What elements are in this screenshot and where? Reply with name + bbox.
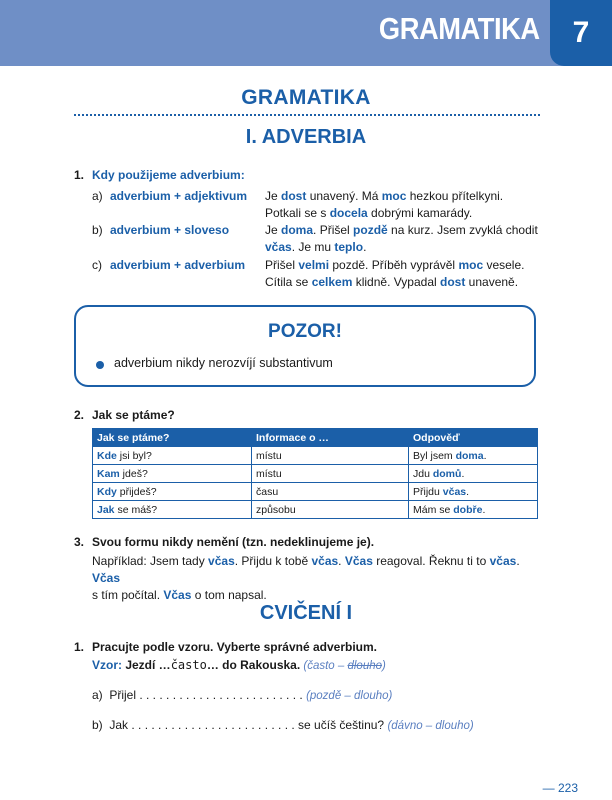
question-table — [92, 428, 538, 519]
exercise-item-b: b) Jak . . . . . . . . . . . . . . . . . . . . . . . . . se učíš češtinu? (dávno – dlouho) — [92, 718, 474, 732]
q2-number: 2. — [74, 408, 85, 422]
pozor-box — [74, 305, 536, 387]
table-cell: Kam jdeš? — [93, 465, 252, 483]
table-cell: Kdy přijdeš? — [93, 483, 252, 501]
page-number: — 223 — [542, 781, 578, 795]
q1-item-a-letter: a) — [92, 189, 103, 203]
q1-item-c-letter: c) — [92, 258, 102, 272]
table-header: Jak se ptáme? — [93, 429, 252, 447]
example-line: Vzor: Jezdí …často… do Rakouska. (často – dlouho) — [92, 658, 386, 672]
chapter-badge: 7 — [550, 0, 612, 66]
q1-item-c-example: Přišel velmi pozdě. Příběh vyprávěl moc vesele. Cítila se celkem klidně. Vypadal dost unaveně. — [265, 258, 525, 289]
q3-text: Svou formu nikdy nemění (tzn. nedeklinujeme je). — [92, 535, 375, 549]
q1-number: 1. — [74, 168, 85, 182]
table-cell: místu — [252, 447, 409, 465]
table-cell: Jak se máš? — [93, 501, 252, 519]
table-cell: Mám se dobře. — [409, 501, 538, 519]
exercise-number: 1. — [74, 640, 85, 654]
table-header: Informace o … — [252, 429, 409, 447]
header-title: GRAMATIKA — [379, 11, 540, 46]
table-row — [93, 465, 538, 483]
pozor-text: adverbium nikdy nerozvíjí substantivum — [114, 356, 333, 370]
bullet-icon — [96, 361, 104, 369]
table-row — [93, 483, 538, 501]
table-header-row — [93, 429, 538, 447]
q1-item-b-label: adverbium + sloveso — [110, 223, 230, 237]
q1-item-b-example: Je doma. Přišel pozdě na kurz. Jsem zvyklá chodit včas. Je mu teplo. — [265, 223, 538, 254]
table-cell: místu — [252, 465, 409, 483]
q1-item-a-label: adverbium + adjektivum — [110, 189, 248, 203]
table-cell: Přijdu včas. — [409, 483, 538, 501]
q3-number: 3. — [74, 535, 85, 549]
pozor-title: POZOR! — [268, 321, 342, 342]
exercise-heading: CVIČENÍ I — [259, 602, 353, 624]
exercise-instruction: Pracujte podle vzoru. Vyberte správné adverbium. — [92, 640, 377, 654]
exercise-item-a: a) Přijel . . . . . . . . . . . . . . . . . . . . . . . . . (pozdě – dlouho) — [92, 688, 393, 702]
q1-item-a-example: Je dost unavený. Má moc hezkou přítelkyni. Potkali se s docela dobrými kamarády. — [265, 189, 504, 220]
table-header: Odpověď — [409, 429, 538, 447]
dotted-divider — [74, 114, 540, 116]
q1-text: Kdy použijeme adverbium: — [92, 168, 245, 182]
q1-item-c-label: adverbium + adverbium — [110, 258, 246, 272]
main-heading: GRAMATIKA — [241, 86, 371, 109]
table-row — [93, 501, 538, 519]
section-heading: I. ADVERBIA — [245, 126, 367, 148]
table-cell: Jdu domů. — [409, 465, 538, 483]
table-cell: Byl jsem doma. — [409, 447, 538, 465]
table-cell: Kde jsi byl? — [93, 447, 252, 465]
q2-text: Jak se ptáme? — [92, 408, 175, 422]
q3-example: Například: Jsem tady včas. Přijdu k tobě včas. Včas reagoval. Řeknu ti to včas. Včas s tím počítal. Včas o tom napsal. — [92, 554, 520, 602]
table-cell: způsobu — [252, 501, 409, 519]
table-row — [93, 447, 538, 465]
table-cell: času — [252, 483, 409, 501]
q1-item-b-letter: b) — [92, 223, 103, 237]
